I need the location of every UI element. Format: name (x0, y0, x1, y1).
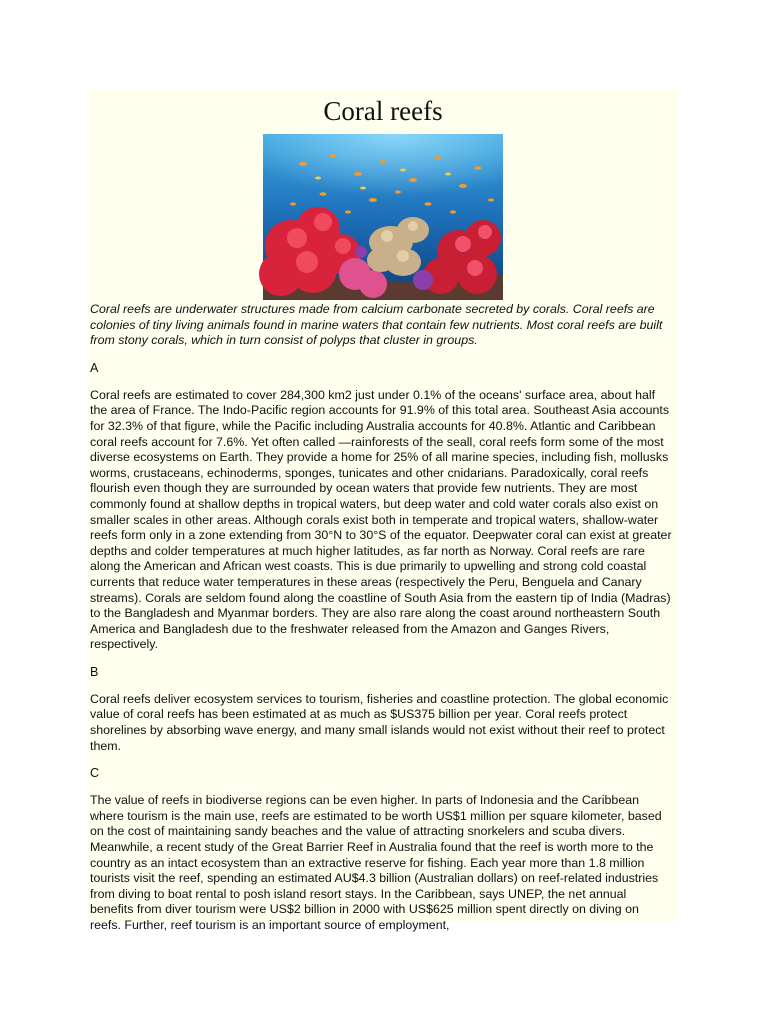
section-b-paragraph: Coral reefs deliver ecosystem services to tourism, fisheries and coastline protection. The global economic value of coral reefs has been estimated at as much as $US375 billion per year. Coral reefs protect shorelines by absorbing wave energy, and many small islands would not exist without their reef to protect them. (90, 691, 669, 753)
coral-reef-photo (263, 134, 503, 300)
coral-reef-image-icon (263, 134, 503, 300)
document-page (88, 90, 678, 932)
section-heading-a: A (90, 360, 99, 375)
section-heading-b: B (90, 664, 99, 679)
section-a-paragraph: Coral reefs are estimated to cover 284,300 km2 just under 0.1% of the oceans' surface area, about half the area of France. The Indo-Pacific region accounts for 91.9% of this total area. Southeast Asia accounts for 32.3% of that figure, while the Pacific including Australia accounts for 40.8%. Atlantic and Caribbean coral reefs account for 7.6%. Yet often called —rainforests of the seall, coral reefs form some of the most diverse ecosystems on Earth. They provide a home for 25% of all marine species, including fish, mollusks worms, crustaceans, echinoderms, sponges, tunicates and other cnidarians. Paradoxically, coral reefs flourish even though they are surrounded by ocean waters that provide few nutrients. They are most commonly found at shallow depths in tropical waters, but deep water and cold water corals also exist on smaller scales in other areas. Although corals exist both in temperate and tropical waters, shallow-water reefs form only in a zone extending from 30°N to 30°S of the equator. Deepwater coral can exist at greater depths and colder temperatures at much higher latitudes, as far north as Norway. Coral reefs are rare along the American and African west coasts. This is due primarily to upwelling and strong cold coastal currents that reduce water temperatures in these areas (respectively the Peru, Benguela and Canary streams). Corals are seldom found along the coastline of South Asia from the eastern tip of India (Madras) to the Bangladesh and Myanmar borders. They are also rare along the coast around northeastern South America and Bangladesh due to the freshwater released from the Amazon and Ganges Rivers, respectively. (90, 387, 672, 652)
section-heading-c: C (90, 766, 100, 781)
intro-paragraph: Coral reefs are underwater structures made from calcium carbonate secreted by corals. Coral reefs are colonies of tiny living animals found in marine waters that contain few nutrients. Most coral reefs are built from stony corals, which in turn consist of polyps that cluster in groups. (90, 302, 663, 348)
page-title: Coral reefs (323, 96, 443, 126)
section-c-paragraph: The value of reefs in biodiverse regions can be even higher. In parts of Indonesia and the Caribbean where tourism is the main use, reefs are estimated to be worth US$1 million per square kilometer, based on the cost of maintaining sandy beaches and the value of attracting snorkelers and scuba divers. Meanwhile, a recent study of the Great Barrier Reef in Australia found that the reef is worth more to the country as an intact ecosystem than an extractive reserve for fishing. Each year more than 1.8 million tourists visit the reef, spending an estimated AU$4.3 billion (Australian dollars) on reef-related industries from diving to boat rental to posh island resort stays. In the Caribbean, says UNEP, the net annual benefits from diver tourism were US$2 billion in 2000 with US$625 million spent directly on diving on reefs. Further, reef tourism is an important source of employment, (90, 793, 662, 932)
